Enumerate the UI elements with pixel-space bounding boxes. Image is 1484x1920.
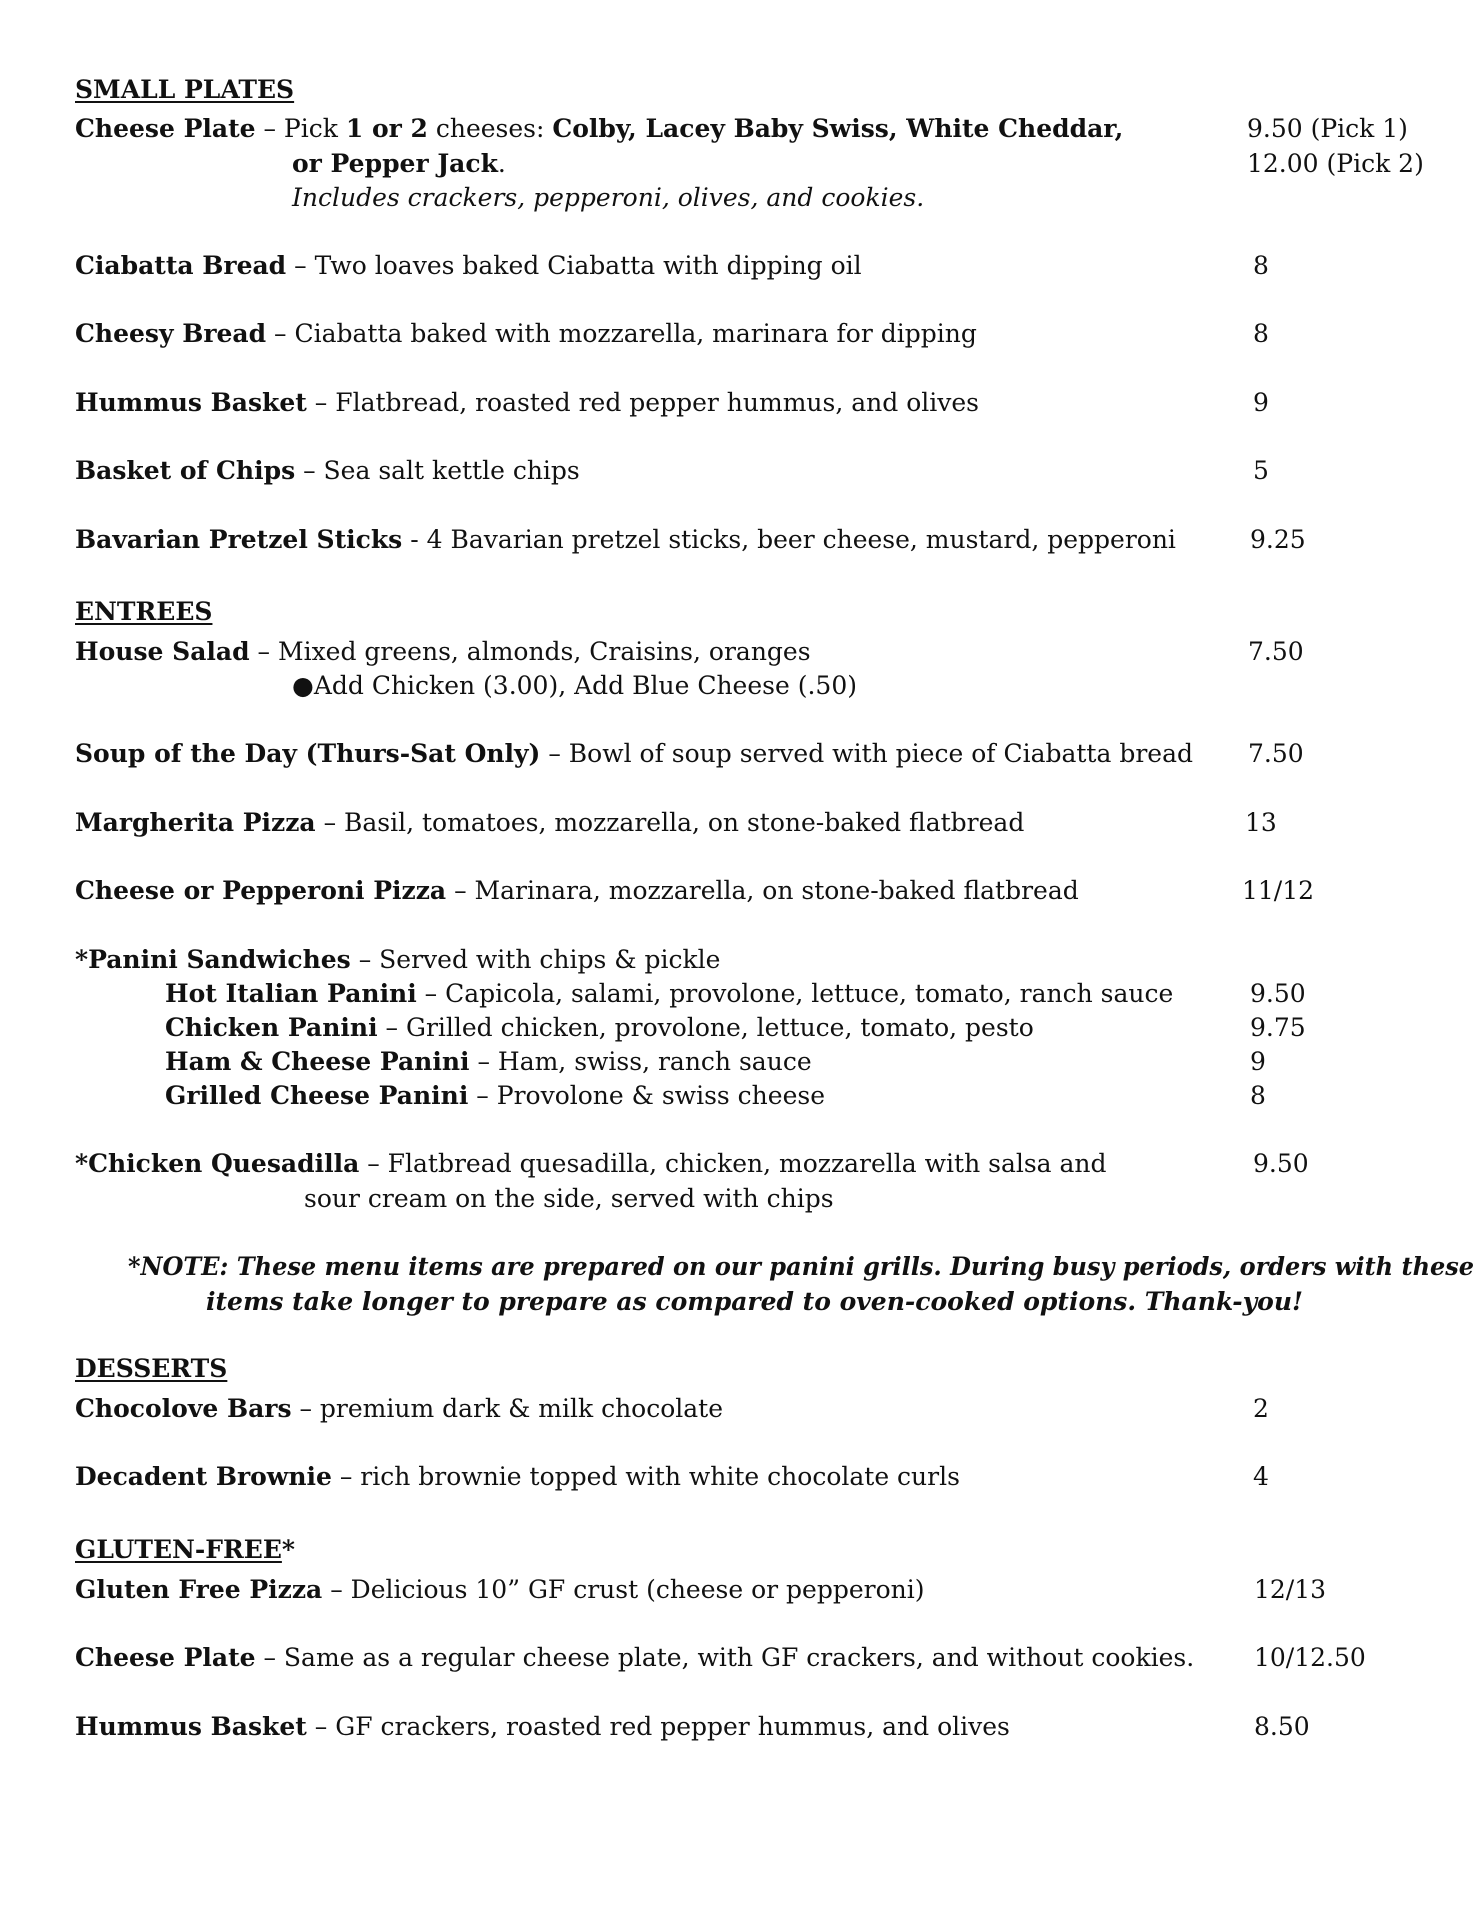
- item-price: 8: [1253, 319, 1269, 348]
- item-desc: or Pepper Jack: [292, 149, 498, 178]
- item-desc: – rich brownie topped with white chocolate curls: [331, 1462, 960, 1491]
- menu-item: [75, 458, 580, 483]
- item-price: 8.50: [1254, 1712, 1310, 1741]
- item-desc: – Provolone & swiss cheese: [468, 1081, 825, 1110]
- kitchen-note-line2: items take longer to prepare as compared to oven-cooked options. Thank-you!: [206, 1287, 1303, 1316]
- item-desc: .: [497, 149, 506, 178]
- item-desc: – Capicola, salami, provolone, lettuce, tomato, ranch sauce: [416, 979, 1174, 1008]
- item-desc: GLUTEN-FREE: [75, 1535, 282, 1564]
- item-price: 9.50: [1250, 979, 1306, 1008]
- item-desc: – Pick: [255, 114, 346, 143]
- item-desc: – Ciabatta baked with mozzarella, marinara for dipping: [266, 319, 977, 348]
- item-desc: – Delicious 10” GF crust (cheese or pepperoni): [322, 1575, 925, 1604]
- menu-item: [75, 810, 1024, 835]
- item-price: 13: [1245, 808, 1277, 837]
- menu-item: [75, 253, 862, 278]
- section-heading-gluten-free: [75, 1537, 295, 1562]
- item-price: 5: [1253, 456, 1269, 485]
- menu-item-house-salad: [75, 639, 811, 664]
- menu-subitem: [165, 1015, 1034, 1040]
- menu-item: [75, 741, 1193, 766]
- item-name: Grilled Cheese Panini: [165, 1081, 469, 1110]
- menu-item: [75, 1577, 925, 1602]
- item-desc: - 4 Bavarian pretzel sticks, beer cheese, mustard, pepperoni: [402, 525, 1176, 554]
- menu-item: [75, 390, 979, 415]
- item-desc: [292, 151, 506, 176]
- section-heading-small-plates: [75, 77, 294, 102]
- item-name: Basket of Chips: [75, 456, 296, 485]
- item-name: Cheese Plate: [75, 114, 256, 143]
- item-addon: ●Add Chicken (3.00), Add Blue Cheese (.50): [292, 671, 857, 700]
- item-desc: ENTREES: [75, 597, 213, 626]
- item-name: Cheese or Pepperoni Pizza: [75, 876, 447, 905]
- item-desc: – Two loaves baked Ciabatta with dipping oil: [286, 251, 862, 280]
- item-desc: 1 or 2: [345, 114, 428, 143]
- item-name: Hummus Basket: [75, 388, 307, 417]
- item-desc: DESSERTS: [75, 1354, 228, 1383]
- menu-item: [75, 878, 1079, 903]
- item-price: 9.50 (Pick 1): [1247, 114, 1408, 143]
- item-desc: – Flatbread, roasted red pepper hummus, and olives: [306, 388, 979, 417]
- item-desc: – Ham, swiss, ranch sauce: [469, 1047, 812, 1076]
- item-price: 8: [1253, 251, 1269, 280]
- item-name: Cheese Plate: [75, 1643, 256, 1672]
- section-heading-entrees: [75, 599, 212, 624]
- item-price: 12.00 (Pick 2): [1247, 149, 1424, 178]
- item-desc: – Mixed greens, almonds, Craisins, oranges: [249, 637, 811, 666]
- item-desc: – premium dark & milk chocolate: [291, 1394, 724, 1423]
- menu-item: [75, 1645, 1194, 1670]
- item-name: Margherita Pizza: [75, 808, 316, 837]
- menu-item-quesadilla: [75, 1151, 1107, 1176]
- item-name: Hummus Basket: [75, 1712, 307, 1741]
- item-name: Ciabatta Bread: [75, 251, 287, 280]
- item-name: *Panini Sandwiches: [75, 945, 351, 974]
- item-name: *Chicken Quesadilla: [75, 1149, 360, 1178]
- item-price: 4: [1253, 1462, 1269, 1491]
- item-name: Soup of the Day (Thurs-Sat Only): [75, 739, 541, 768]
- menu-item: [75, 1396, 723, 1421]
- item-name: Decadent Brownie: [75, 1462, 332, 1491]
- item-desc: *: [281, 1535, 295, 1564]
- item-price: 2: [1253, 1394, 1269, 1423]
- menu-item-panini: [75, 947, 720, 972]
- item-price: 7.50: [1248, 637, 1304, 666]
- item-desc: – GF crackers, roasted red pepper hummus, and olives: [306, 1712, 1010, 1741]
- item-desc: Includes crackers, pepperoni, olives, and cookies.: [292, 183, 925, 212]
- menu-subitem: [165, 1049, 812, 1074]
- item-price: 8: [1250, 1081, 1266, 1110]
- menu-item: [75, 321, 977, 346]
- item-price: 7.50: [1248, 739, 1304, 768]
- item-desc: – Basil, tomatoes, mozzarella, on stone-baked flatbread: [315, 808, 1025, 837]
- item-desc: – Served with chips & pickle: [350, 945, 721, 974]
- item-price: 9.75: [1250, 1013, 1306, 1042]
- item-price: 12/13: [1254, 1575, 1327, 1604]
- menu-item-cheese-plate: [75, 116, 1123, 141]
- item-name: Chicken Panini: [165, 1013, 378, 1042]
- item-desc: sour cream on the side, served with chips: [304, 1184, 834, 1213]
- item-price: 9.25: [1250, 525, 1306, 554]
- item-desc: – Sea salt kettle chips: [295, 456, 580, 485]
- menu-item: [75, 527, 1176, 552]
- item-desc: – Grilled chicken, provolone, lettuce, tomato, pesto: [377, 1013, 1034, 1042]
- item-name: Cheesy Bread: [75, 319, 267, 348]
- item-name: Gluten Free Pizza: [75, 1575, 323, 1604]
- item-price: 9: [1250, 1047, 1266, 1076]
- menu-item: [75, 1464, 960, 1489]
- item-name: House Salad: [75, 637, 250, 666]
- menu-subitem: [165, 1083, 825, 1108]
- menu-item: [75, 1714, 1010, 1739]
- item-name: Chocolove Bars: [75, 1394, 292, 1423]
- item-price: 9: [1253, 388, 1269, 417]
- item-name: Ham & Cheese Panini: [165, 1047, 470, 1076]
- item-desc: – Marinara, mozzarella, on stone-baked flatbread: [446, 876, 1079, 905]
- item-desc: – Same as a regular cheese plate, with GF crackers, and without cookies.: [255, 1643, 1195, 1672]
- item-name: Bavarian Pretzel Sticks: [75, 525, 403, 554]
- item-desc: Colby, Lacey Baby Swiss, White Cheddar,: [552, 114, 1124, 143]
- item-price: 9.50: [1253, 1149, 1309, 1178]
- item-desc: SMALL PLATES: [75, 75, 295, 104]
- item-price: 11/12: [1242, 876, 1315, 905]
- menu-subitem: [165, 981, 1173, 1006]
- kitchen-note: *NOTE: These menu items are prepared on our panini grills. During busy periods, orders with these: [128, 1252, 1475, 1281]
- item-desc: cheeses:: [427, 114, 553, 143]
- item-name: Hot Italian Panini: [165, 979, 417, 1008]
- item-price: 10/12.50: [1254, 1643, 1366, 1672]
- item-desc: – Flatbread quesadilla, chicken, mozzarella with salsa and: [359, 1149, 1107, 1178]
- section-heading-desserts: [75, 1356, 227, 1381]
- item-desc: – Bowl of soup served with piece of Ciabatta bread: [540, 739, 1193, 768]
